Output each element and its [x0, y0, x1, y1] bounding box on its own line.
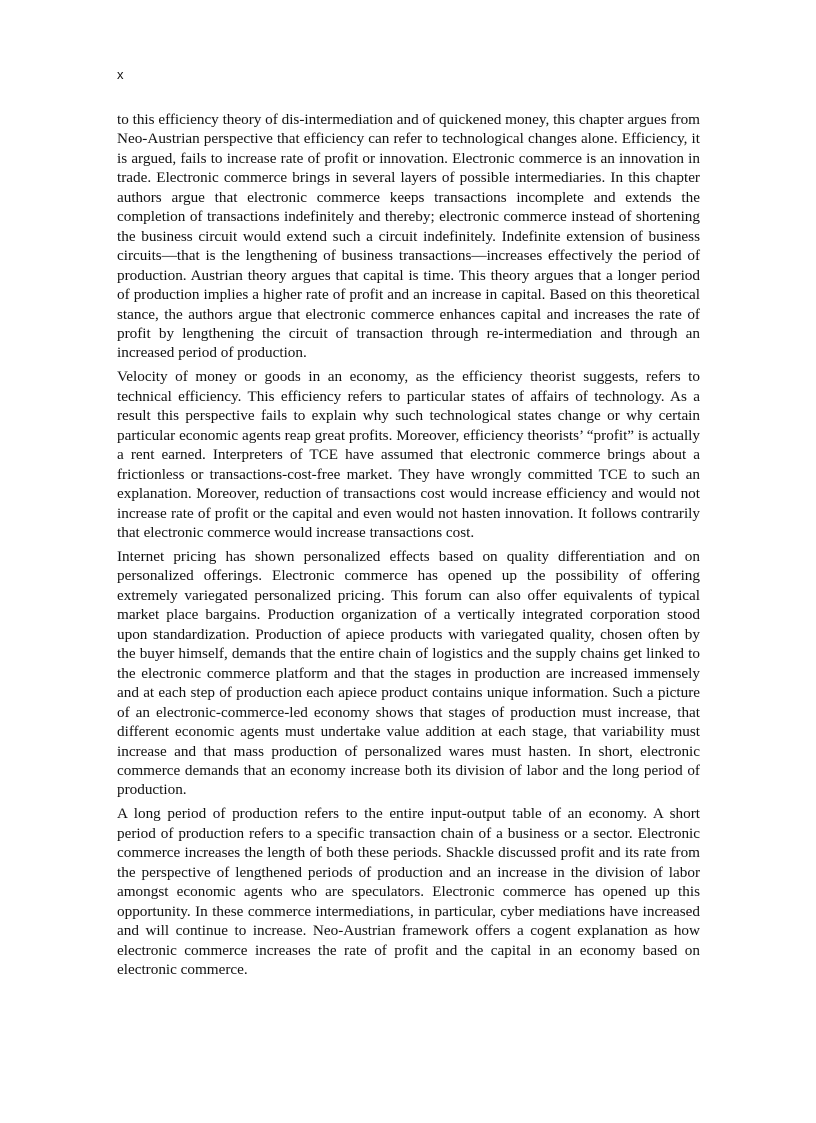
page-number: x — [117, 67, 124, 82]
paragraph-2: Velocity of money or goods in an economy, as the efficiency theorist suggests, refers to technical efficiency. This efficiency refers to particular states of affairs of technology. As a result this perspective fails to explain why such technological states change or why certain particular economic agents reap great profits. Moreover, efficiency theorists’ “profit” is actually a rent earned. Interpreters of TCE have assumed that electronic commerce brings about a frictionless or transactions-cost-free market. They have wrongly committed TCE to such an explanation. Moreover, reduction of transactions cost would increase efficiency and would not increase rate of profit or the capital and even would not hasten innovation. It follows contrarily that electronic commerce would increase transactions cost. — [117, 368, 700, 542]
paragraph-3: Internet pricing has shown personalized effects based on quality differentiation and on personalized offerings. Electronic commerce has opened up the possibility of offering extremely variegated personalized pricing. This forum can also offer equivalents of typical market place bargains. Production organization of a vertically integrated corporation stood upon standardization. Production of apiece products with variegated quality, chosen often by the buyer himself, demands that the entire chain of logistics and the supply chains get linked to the electronic commerce platform and that the stages in production are increased immensely and at each step of production each apiece product contains unique information. Such a picture of an electronic-commerce-led economy shows that stages of production must increase, that different economic agents must undertake value addition at each stage, that variability must increase and that mass production of personalized wares must hasten. In short, electronic commerce demands that an economy increase both its division of labor and the long period of production. — [117, 547, 700, 799]
body-text — [117, 110, 700, 984]
paragraph-4: A long period of production refers to the entire input-output table of an economy. A short period of production refers to a specific transaction chain of a business or a sector. Electronic commerce increases the length of both these periods. Shackle discussed profit and its rate from the perspective of lengthened periods of production and an increase in the division of labor amongst economic agents who are speculators. Electronic commerce has opened up this opportunity. In these commerce intermediations, in particular, cyber mediations have increased and will continue to increase. Neo-Austrian framework offers a cogent explanation as how electronic commerce increases the rate of profit and the capital in an economy based on electronic commerce. — [117, 805, 700, 978]
paragraph-1: to this efficiency theory of dis-intermediation and of quickened money, this chapter argues from Neo-Austrian perspective that efficiency can refer to technological changes alone. Efficiency, it is argued, fails to increase rate of profit or innovation. Electronic commerce is an innovation in trade. Electronic commerce brings in several layers of possible intermediaries. In this chapter authors argue that electronic commerce keeps transactions incomplete and extends the completion of transactions indefinitely and thereby; electronic commerce instead of shortening the business circuit would extend such a circuit indefinitely. Indefinite extension of business circuits—that is the lengthening of business transactions—increases effectively the period of production. Austrian theory argues that capital is time. This theory argues that a longer period of production implies a higher rate of profit and an increase in capital. Based on this theoretical stance, the authors argue that electronic commerce enhances capital and increases the rate of profit by lengthening the circuit of transaction through re-intermediation and through an increased period of production. — [117, 111, 700, 362]
